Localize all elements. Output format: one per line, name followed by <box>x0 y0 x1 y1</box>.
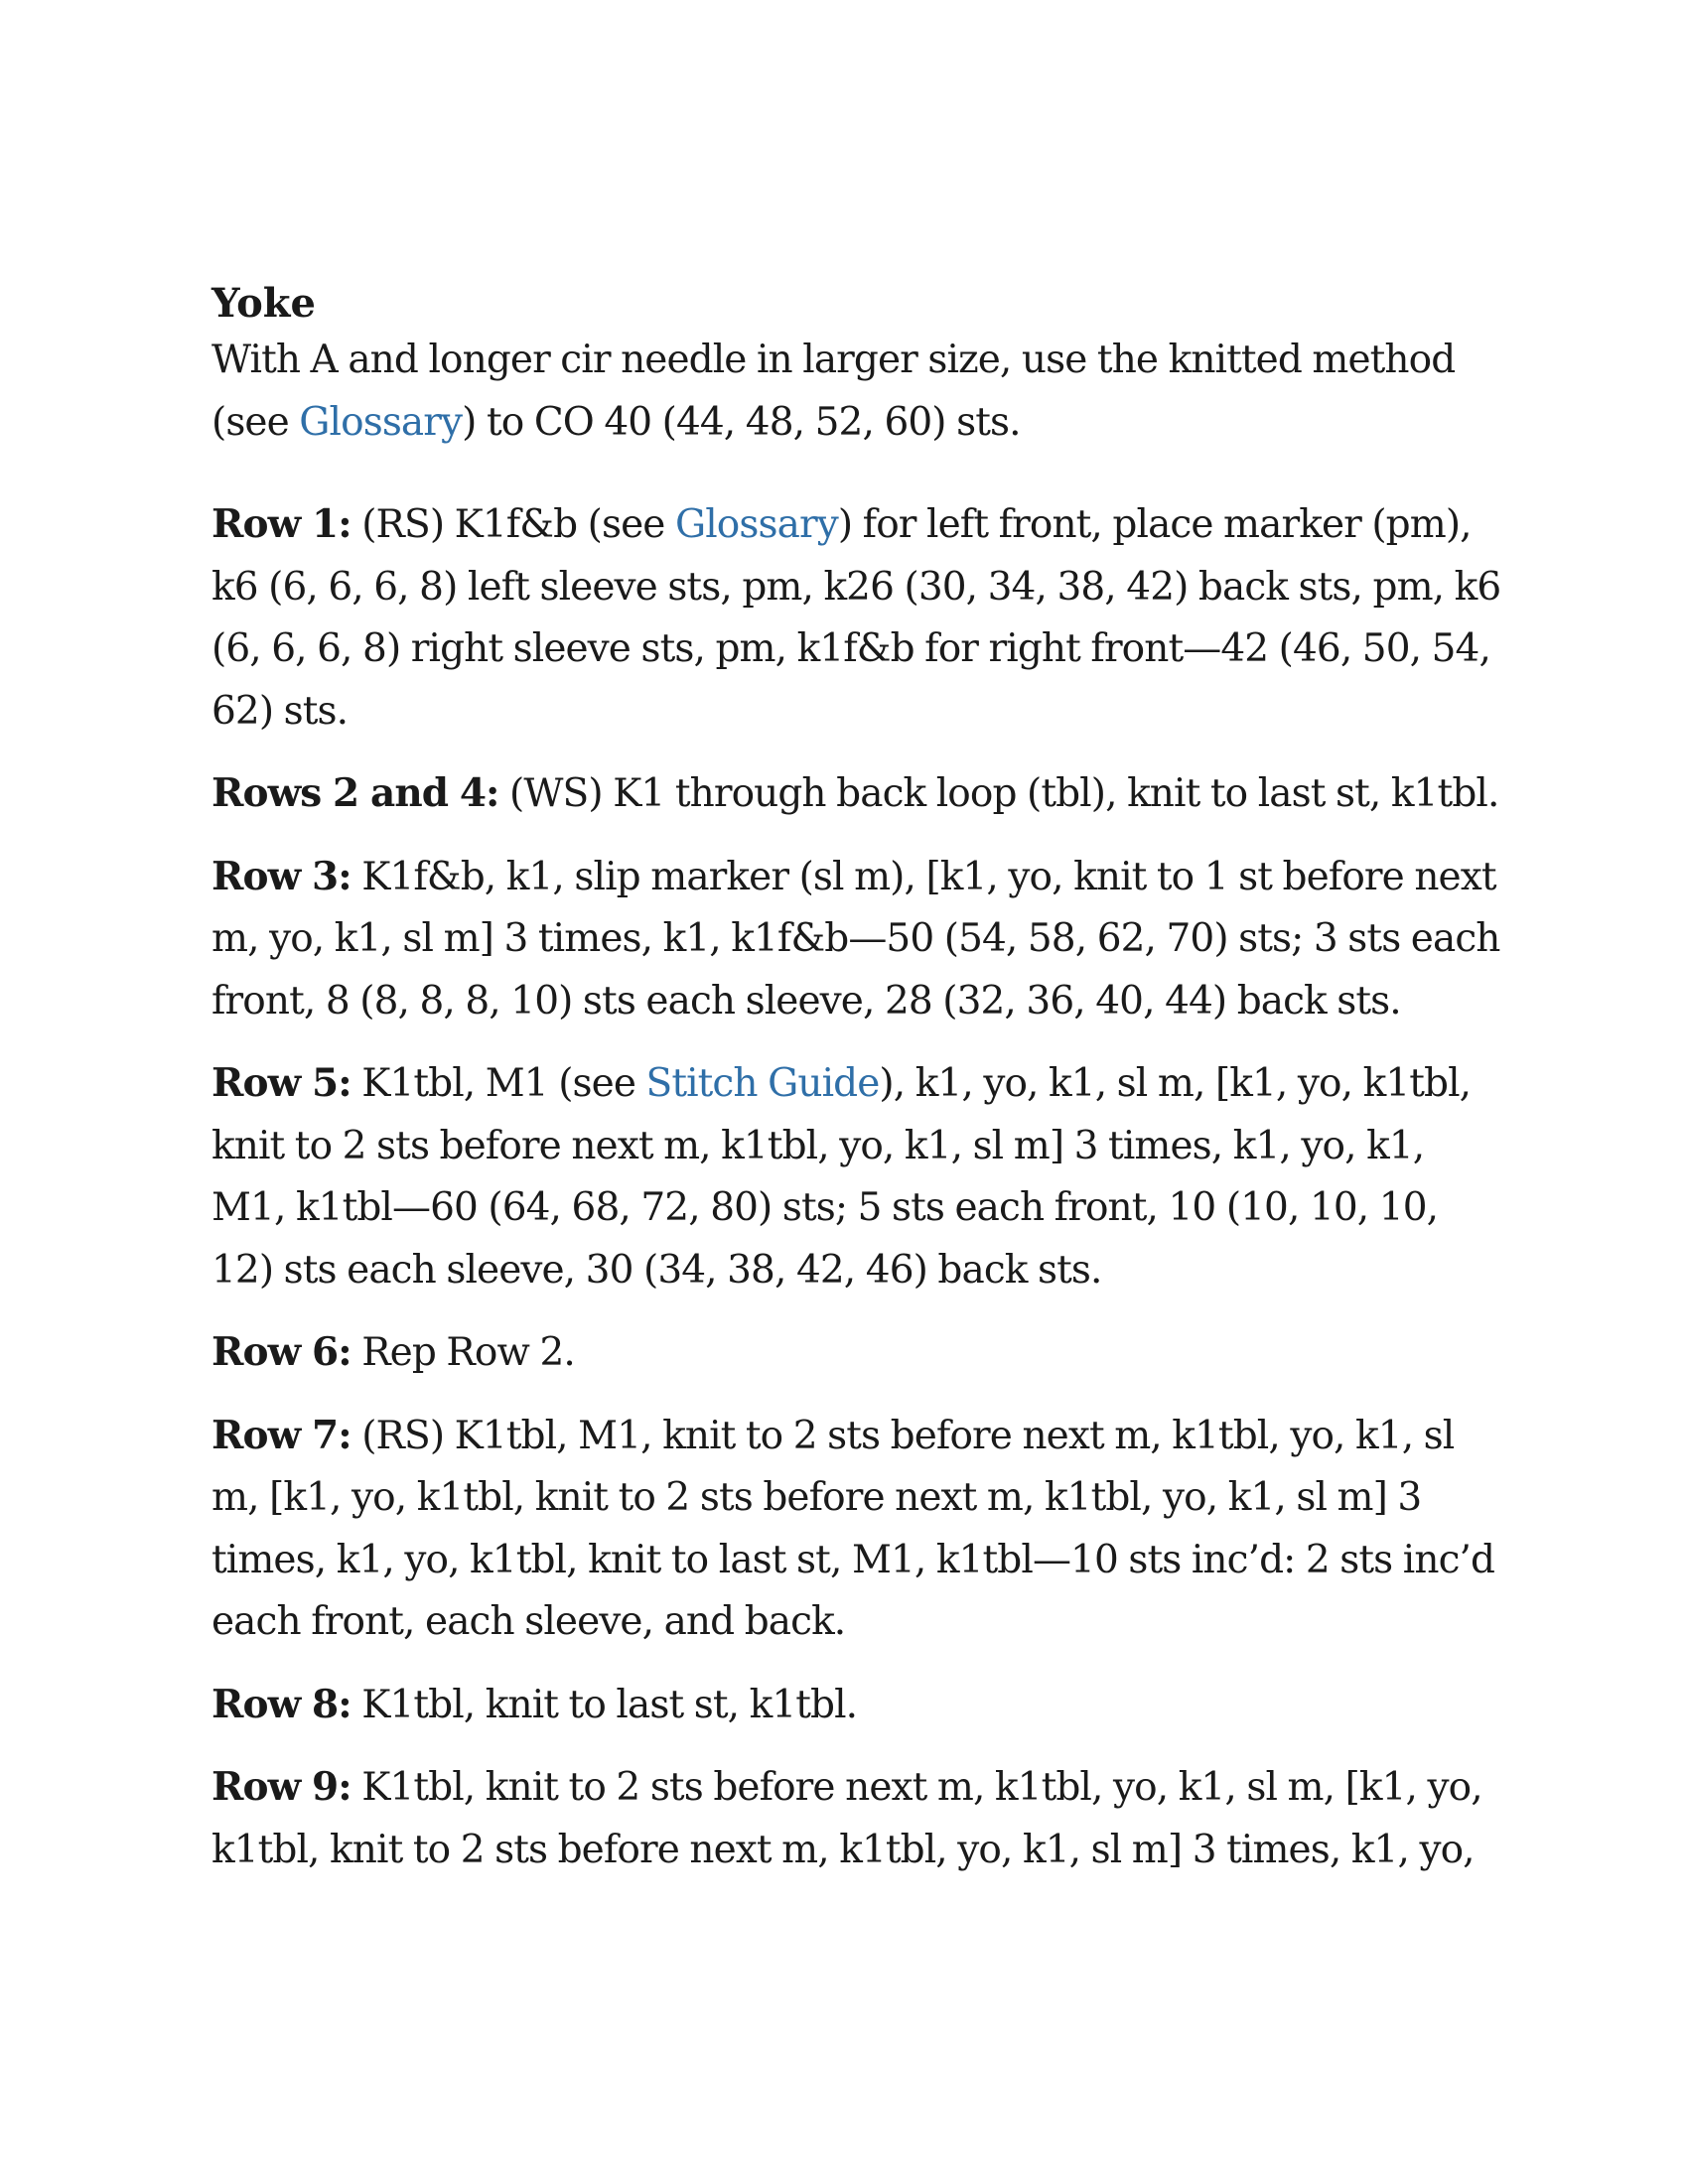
row-5-instruction <box>211 1052 1502 1301</box>
glossary-link[interactable]: Glossary <box>299 399 463 445</box>
intro-paragraph <box>211 330 1502 454</box>
row-6-instruction <box>211 1321 1502 1385</box>
row-label: Row 7: <box>211 1412 352 1458</box>
row-text: (RS) K1f&b (see <box>351 502 675 547</box>
row-text: Rep Row 2. <box>351 1330 575 1375</box>
row-label: Row 6: <box>211 1329 352 1375</box>
glossary-link[interactable]: Glossary <box>674 502 838 547</box>
row-label: Row 9: <box>211 1764 352 1810</box>
document-page <box>211 278 1502 1901</box>
row-8-instruction <box>211 1674 1502 1737</box>
stitch-guide-link[interactable]: Stitch Guide <box>645 1061 880 1106</box>
row-9-instruction <box>211 1756 1502 1881</box>
row-text: (RS) K1tbl, M1, knit to 2 sts before next m, k1tbl, yo, k1, sl m, [k1, yo, k1tbl, knit to 2 sts before next m, k1tbl, yo, k1, sl m] 3 times, k1, yo, k1tbl, knit to last st, M1, k1tbl—10 sts inc’d: 2 sts inc’d each front, each sleeve, and back. <box>211 1413 1495 1644</box>
row-text: K1tbl, knit to last st, k1tbl. <box>351 1682 858 1727</box>
row-text: (WS) K1 through back loop (tbl), knit to last st, k1tbl. <box>498 771 1499 816</box>
row-3-instruction <box>211 846 1502 1033</box>
row-label: Row 8: <box>211 1681 352 1727</box>
row-text: K1tbl, knit to 2 sts before next m, k1tbl, yo, k1, sl m, [k1, yo, k1tbl, knit to 2 sts before next m, k1tbl, yo, k1, sl m] 3 times, k1, yo, <box>211 1765 1482 1872</box>
row-label: Row 1: <box>211 501 352 547</box>
intro-text: With A and longer cir needle in larger size, use the knitted method (see <box>211 338 1456 445</box>
row-7-instruction <box>211 1405 1502 1654</box>
row-text-2: ), k1, yo, k1, sl m, [k1, yo, k1tbl, knit to 2 sts before next m, k1tbl, yo, k1, sl m] 3 times, k1, yo, k1, M1, k1tbl—60 (64, 68, 72, 80) sts; 5 sts each front, 10 (10, 10, 10, 12) sts each sleeve, 30 (34, 38, 42, 46) back sts. <box>211 1061 1472 1293</box>
section-heading: Yoke <box>211 280 316 327</box>
intro-text-2: ) to CO 40 (44, 48, 52, 60) sts. <box>462 399 1021 445</box>
row-label: Row 5: <box>211 1060 352 1106</box>
row-1-instruction <box>211 493 1502 743</box>
row-text: K1tbl, M1 (see <box>351 1061 646 1106</box>
row-label: Rows 2 and 4: <box>211 770 499 816</box>
row-label: Row 3: <box>211 853 352 899</box>
row-2-4-instruction <box>211 762 1502 826</box>
row-text-2: ) for left front, place marker (pm), k6 (6, 6, 6, 8) left sleeve sts, pm, k26 (30, 34, 38, 42) back sts, pm, k6 (6, 6, 6, 8) right sleeve sts, pm, k1f&b for right front—42 (46, 50, 54, 62) sts. <box>211 502 1501 734</box>
row-text: K1f&b, k1, slip marker (sl m), [k1, yo, knit to 1 st before next m, yo, k1, sl m] 3 times, k1, k1f&b—50 (54, 58, 62, 70) sts; 3 sts each front, 8 (8, 8, 8, 10) sts each sleeve, 28 (32, 36, 40, 44) back sts. <box>211 854 1500 1024</box>
